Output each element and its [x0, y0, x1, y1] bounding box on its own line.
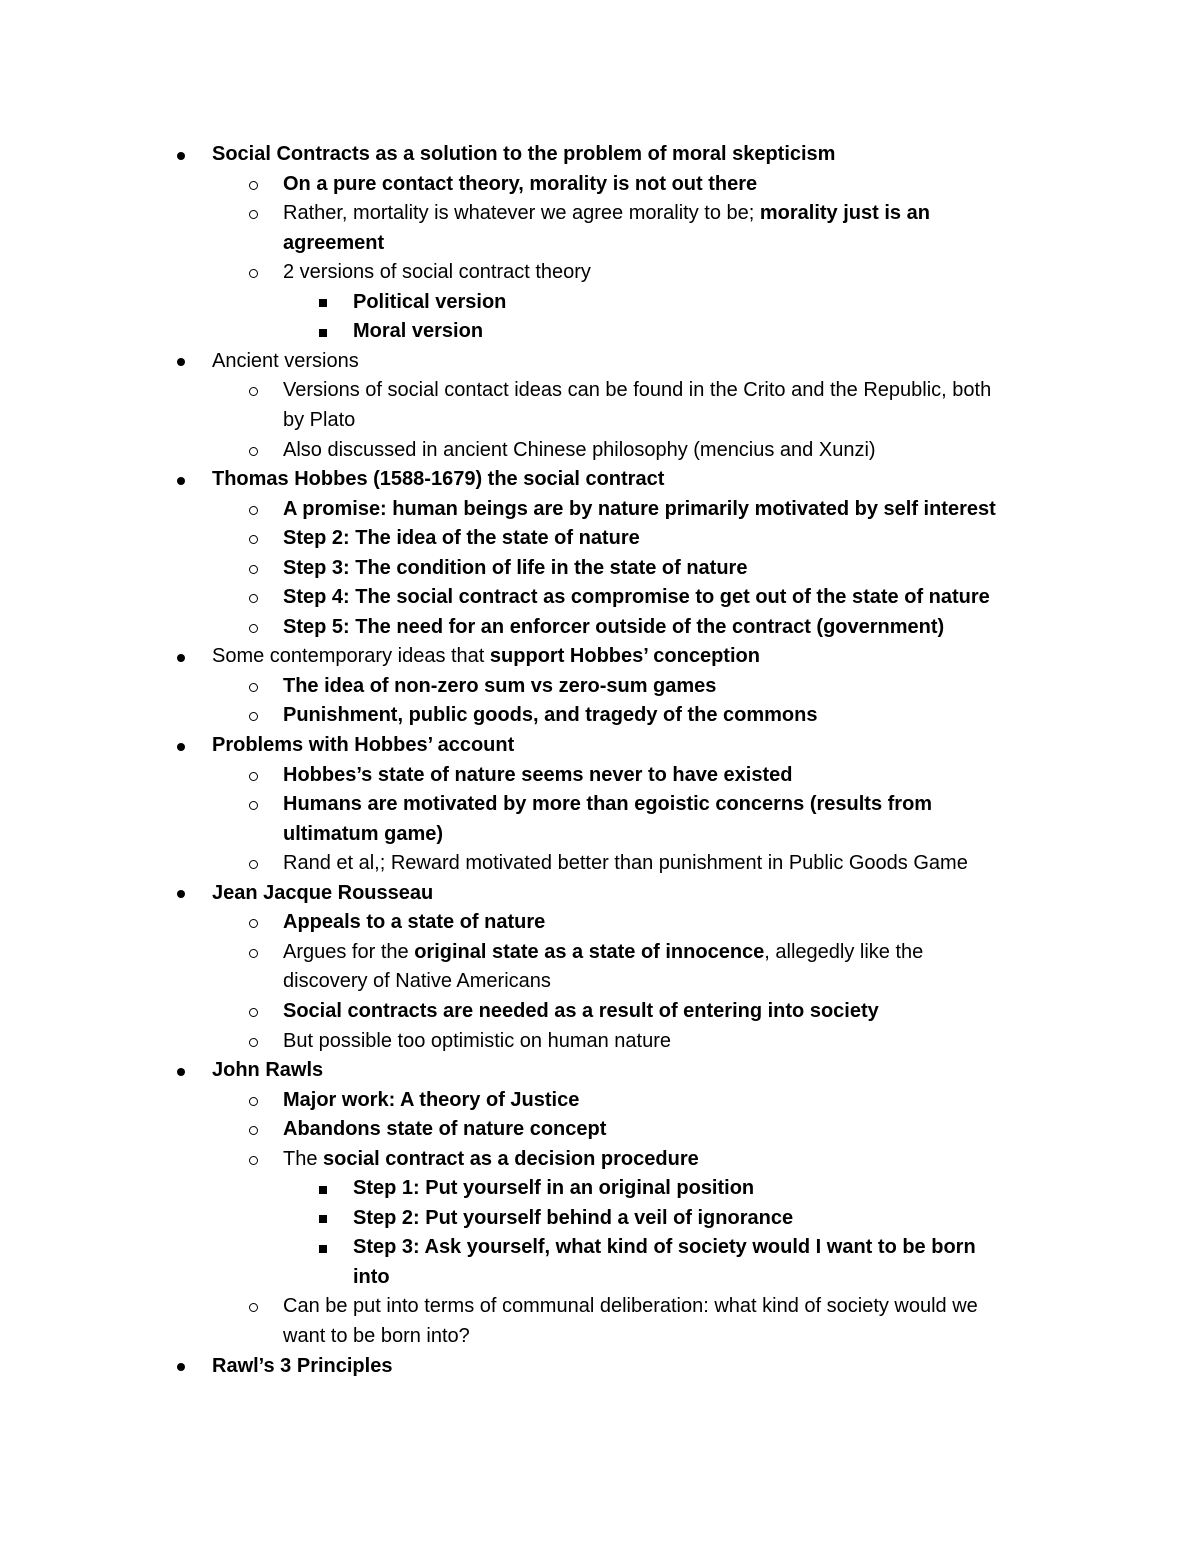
bold-text: Step 1: Put yourself in an original position — [353, 1177, 755, 1200]
outline-line-level-2 — [283, 406, 355, 436]
bullet-square-icon — [319, 1245, 327, 1253]
outline-line-level-2 — [283, 199, 930, 229]
outline-line-level-2 — [283, 1086, 579, 1116]
bullet-circle-icon — [249, 624, 258, 633]
outline-line-level-2 — [283, 938, 923, 968]
outline-line-level-3 — [353, 1204, 793, 1234]
outline-line-level-2 — [283, 258, 591, 288]
outline-line-level-2 — [283, 524, 640, 554]
bullet-square-icon — [319, 1215, 327, 1223]
bullet-dot-icon — [177, 358, 185, 366]
bullet-circle-icon — [249, 712, 258, 721]
bullet-dot-icon — [177, 477, 185, 485]
outline-line-level-2 — [283, 701, 817, 731]
bullet-circle-icon — [249, 919, 258, 928]
bold-text: A promise: human beings are by nature primarily motivated by self interest — [283, 497, 996, 520]
outline-line-level-2 — [283, 376, 991, 406]
bullet-circle-icon — [249, 860, 258, 869]
plain-text: by Plato — [283, 408, 356, 431]
bullet-square-icon — [319, 1186, 327, 1194]
outline-line-level-3 — [353, 1263, 390, 1293]
bold-text: Social contracts are needed as a result of entering into society — [283, 999, 879, 1022]
outline-line-level-1 — [212, 347, 359, 377]
outline-line-level-2 — [283, 672, 716, 702]
bold-text: The idea of non-zero sum vs zero-sum games — [283, 674, 717, 697]
bullet-circle-icon — [249, 387, 258, 396]
plain-text: , allegedly like the — [764, 940, 924, 963]
bold-text: Step 4: The social contract as compromise to get out of the state of nature — [283, 586, 990, 609]
bullet-circle-icon — [249, 506, 258, 515]
bold-text: Thomas Hobbes (1588-1679) the social contract — [212, 468, 665, 491]
bold-text: original state as a state of innocence — [414, 940, 765, 963]
outline-line-level-2 — [283, 1115, 606, 1145]
bold-text: Major work: A theory of Justice — [283, 1088, 580, 1111]
bold-text: Jean Jacque Rousseau — [212, 881, 434, 904]
outline-line-level-2 — [283, 613, 944, 643]
plain-text: Some contemporary ideas that — [212, 645, 490, 668]
bullet-circle-icon — [249, 949, 258, 958]
bold-text: Punishment, public goods, and tragedy of the commons — [283, 704, 818, 727]
bold-text: ultimatum game) — [283, 822, 444, 845]
outline-line-level-2 — [283, 761, 792, 791]
bullet-dot-icon — [177, 654, 185, 662]
bullet-circle-icon — [249, 535, 258, 544]
plain-text: Rand et al,; Reward motivated better than punishment in Public Goods Game — [283, 852, 968, 875]
bold-text: morality just is an — [759, 202, 930, 225]
bullet-circle-icon — [249, 1008, 258, 1017]
outline-line-level-2 — [283, 820, 443, 850]
bullet-circle-icon — [249, 210, 258, 219]
bold-text: Social Contracts as a solution to the problem of moral skepticism — [212, 143, 836, 165]
bullet-square-icon — [319, 329, 327, 337]
outline-line-level-3 — [353, 317, 483, 347]
plain-text: The — [283, 1147, 324, 1170]
outline-line-level-2 — [283, 1292, 978, 1322]
plain-text: discovery of Native Americans — [283, 970, 551, 993]
bullet-circle-icon — [249, 801, 258, 810]
bold-text: Step 3: The condition of life in the state of nature — [283, 556, 748, 579]
outline-line-level-1 — [212, 642, 760, 672]
outline-line-level-2 — [283, 170, 757, 200]
bullet-dot-icon — [177, 1363, 185, 1371]
outline-line-level-1 — [212, 731, 514, 761]
bold-text: Appeals to a state of nature — [283, 911, 546, 934]
bullet-circle-icon — [249, 1156, 258, 1165]
plain-text: Versions of social contact ideas can be found in the Crito and the Republic, both — [283, 379, 992, 402]
bullet-circle-icon — [249, 1097, 258, 1106]
bullet-dot-icon — [177, 743, 185, 751]
outline-line-level-2 — [283, 1027, 671, 1057]
bullet-circle-icon — [249, 683, 258, 692]
bold-text: Step 2: Put yourself behind a veil of ignorance — [353, 1206, 794, 1229]
outline-line-level-1 — [212, 140, 835, 170]
plain-text: Rather, mortality is whatever we agree morality to be; — [283, 202, 760, 225]
bullet-dot-icon — [177, 152, 185, 160]
plain-text: Also discussed in ancient Chinese philosophy (mencius and Xunzi) — [283, 438, 876, 461]
outline-line-level-2 — [283, 583, 990, 613]
bold-text: Moral version — [353, 320, 484, 343]
outline-line-level-2 — [283, 1145, 699, 1175]
bold-text: support Hobbes’ conception — [489, 645, 760, 668]
outline-line-level-1 — [212, 1056, 323, 1086]
bold-text: agreement — [283, 231, 385, 254]
outline-line-level-1 — [212, 465, 664, 495]
bold-text: Step 5: The need for an enforcer outside of the contract (government) — [283, 615, 945, 638]
outline-line-level-2 — [283, 554, 747, 584]
outline-line-level-2 — [283, 229, 384, 259]
bold-text: Political version — [353, 290, 507, 313]
plain-text: 2 versions of social contract theory — [283, 261, 591, 284]
plain-text: But possible too optimistic on human nature — [283, 1029, 671, 1052]
outline-line-level-2 — [283, 849, 968, 879]
outline-line-level-3 — [353, 1233, 976, 1263]
bullet-circle-icon — [249, 1126, 258, 1135]
outline-line-level-2 — [283, 997, 879, 1027]
bold-text: into — [353, 1265, 390, 1288]
bullet-circle-icon — [249, 1303, 258, 1312]
plain-text: Argues for the — [283, 940, 415, 963]
outline-line-level-2 — [283, 436, 876, 466]
bullet-circle-icon — [249, 269, 258, 278]
outline-line-level-2 — [283, 1322, 470, 1352]
bold-text: Humans are motivated by more than egoistic concerns (results from — [283, 793, 933, 816]
bullet-circle-icon — [249, 565, 258, 574]
plain-text: Ancient versions — [212, 349, 359, 372]
bold-text: Step 3: Ask yourself, what kind of society would I want to be born — [353, 1236, 976, 1259]
bold-text: On a pure contact theory, morality is not out there — [283, 172, 758, 195]
bold-text: Rawl’s 3 Principles — [212, 1354, 393, 1377]
outline-line-level-2 — [283, 967, 551, 997]
outline-line-level-2 — [283, 908, 545, 938]
outline-line-level-3 — [353, 1174, 754, 1204]
bullet-circle-icon — [249, 594, 258, 603]
bullet-dot-icon — [177, 890, 185, 898]
bullet-circle-icon — [249, 181, 258, 190]
outline-line-level-2 — [283, 790, 932, 820]
outline-line-level-2 — [283, 495, 996, 525]
bold-text: Step 2: The idea of the state of nature — [283, 527, 640, 550]
bullet-circle-icon — [249, 447, 258, 456]
bullet-dot-icon — [177, 1068, 185, 1076]
bold-text: Abandons state of nature concept — [283, 1118, 607, 1141]
outline-line-level-1 — [212, 879, 433, 909]
bold-text: John Rawls — [212, 1059, 324, 1082]
bullet-circle-icon — [249, 1038, 258, 1047]
bold-text: Problems with Hobbes’ account — [212, 734, 515, 756]
bullet-circle-icon — [249, 772, 258, 781]
plain-text: want to be born into? — [283, 1325, 470, 1347]
bold-text: social contract as a decision procedure — [323, 1147, 699, 1170]
bullet-square-icon — [319, 299, 327, 307]
plain-text: Can be put into terms of communal deliberation: what kind of society would we — [283, 1295, 978, 1318]
outline-line-level-1 — [212, 1352, 392, 1382]
outline-line-level-3 — [353, 288, 506, 318]
bold-text: Hobbes’s state of nature seems never to have existed — [283, 763, 793, 786]
